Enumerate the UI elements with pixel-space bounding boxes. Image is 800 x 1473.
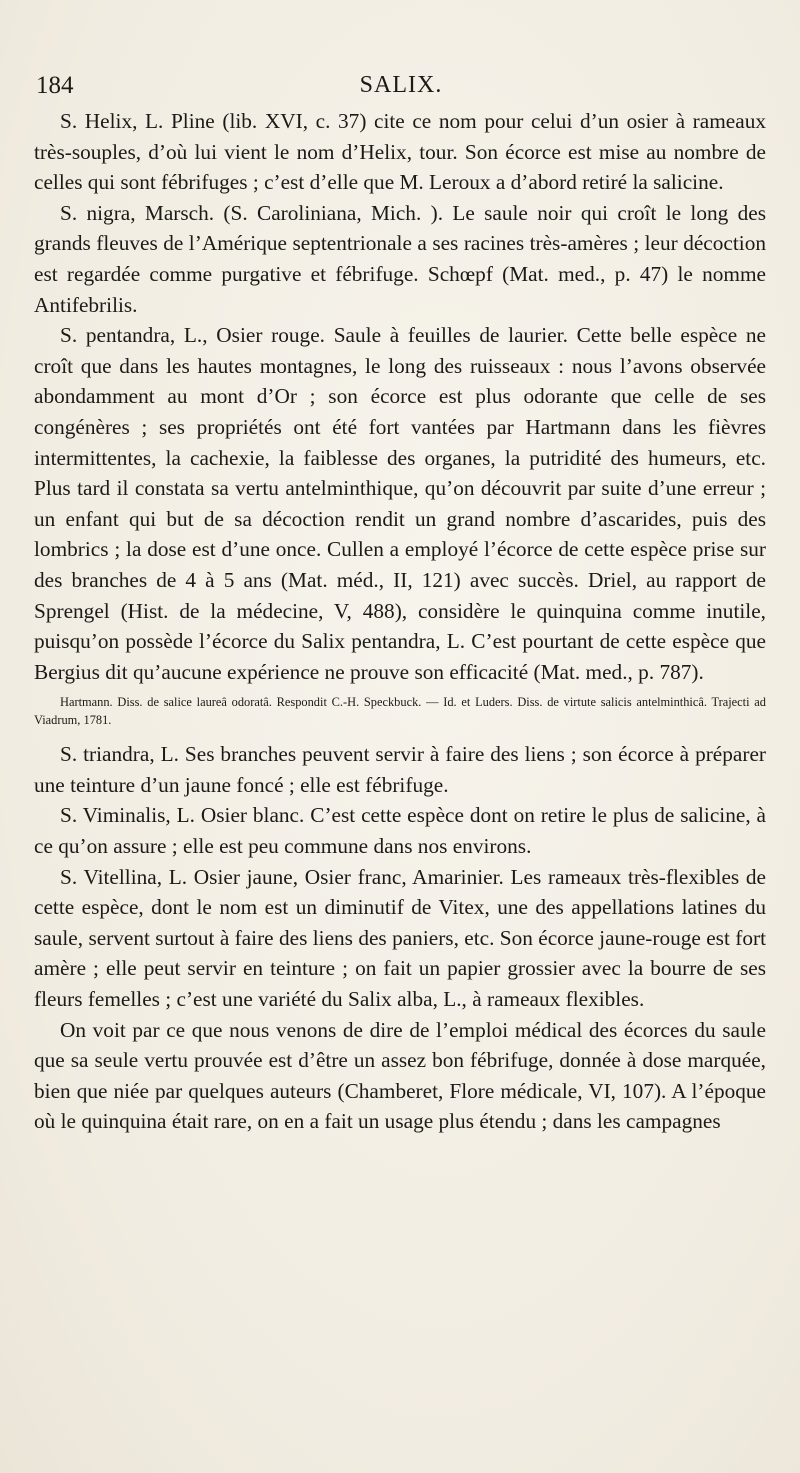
running-title: SALIX.: [359, 72, 443, 98]
page-header: [36, 62, 766, 106]
paragraph-conclusion: On voit par ce que nous venons de dire de l’emploi médical des écorces du saule que sa seule vertu prouvée est d’être un assez bon fébrifuge, donnée à dose marquée, bien que niée par quelques auteurs (Chamberet, Flore médicale, VI, 107). A l’époque où le quinquina était rare, on en a fait un usage plus étendu ; dans les campagnes: [34, 1017, 766, 1134]
paragraph-salix-triandra: S. triandra, L. Ses branches peuvent servir à faire des liens ; son écorce à préparer une teinture d’un jaune foncé ; elle est fébrifuge.: [34, 742, 766, 797]
paragraph-salix-helix: S. Helix, L. Pline (lib. XVI, c. 37) cite ce nom pour celui d’un osier à rameaux très-souples, d’où lui vient le nom d’Helix, tour. Son écorce est mise au nombre de celles qui sont fébrifuges ; c’est d’elle que M. Leroux a d’abord retiré la salicine.: [34, 109, 766, 195]
footnote: Hartmann. Diss. de salice laureâ odoratâ. Respondit C.-H. Speckbuck. — Id. et Luders. Diss. de virtute salicis antelminthicâ. Trajecti ad Viadrum, 1781.: [34, 695, 766, 728]
paragraph-salix-viminalis: S. Viminalis, L. Osier blanc. C’est cette espèce dont on retire le plus de salicine, à ce qu’on assure ; elle est peu commune dans nos environs.: [34, 803, 766, 859]
paragraph-salix-pentandra: S. pentandra, L., Osier rouge. Saule à feuilles de laurier. Cette belle espèce ne croît que dans les hautes montagnes, le long des ruisseaux : nous l’avons observée abondamment au mont d’Or ; son écorce est plus odorante que celle de ses congénères ; ses propriétés ont été fort vantées par Hartmann dans les fièvres intermittentes, la cachexie, la faiblesse des organes, la putridité des humeurs, etc. Plus tard il constata sa vertu antelminthique, qu’on découvrit par suite d’une erreur ; un enfant qui but de sa décoction rendit un grand nombre d’ascarides, puis des lombrics ; la dose est d’une once. Cullen a employé l’écorce de cette espèce prise sur des branches de 4 à 5 ans (Mat. méd., II, 121) avec succès. Driel, au rapport de Sprengel (Hist. de la médecine, V, 488), considère le quinquina comme inutile, puisqu’on possède l’écorce du Salix pentandra, L. C’est pourtant de cette espèce que Bergius dit qu’aucune expérience ne prouve son efficacité (Mat. med., p. 787).: [34, 323, 766, 684]
main-text: [34, 106, 766, 1137]
paragraph-salix-vitellina: S. Vitellina, L. Osier jaune, Osier franc, Amarinier. Les rameaux très-flexibles de cette espèce, dont le nom est un diminutif de Vitex, une des appellations latines du saule, servent surtout à faire des liens des paniers, etc. Son écorce jaune-rouge est fort amère ; elle peut servir en teinture ; on fait un papier grossier avec la bourre de ses fleurs femelles ; c’est une variété du Salix alba, L., à rameaux flexibles.: [34, 864, 766, 1012]
page-number: 184: [36, 72, 74, 99]
paragraph-salix-nigra: S. nigra, Marsch. (S. Caroliniana, Mich. ). Le saule noir qui croît le long des grands fleuves de l’Amérique septentrionale a ses racines très-amères ; leur décoction est regardée comme purgative et fébrifuge. Schœpf (Mat. med., p. 47) le nomme Antifebrilis.: [34, 200, 766, 317]
